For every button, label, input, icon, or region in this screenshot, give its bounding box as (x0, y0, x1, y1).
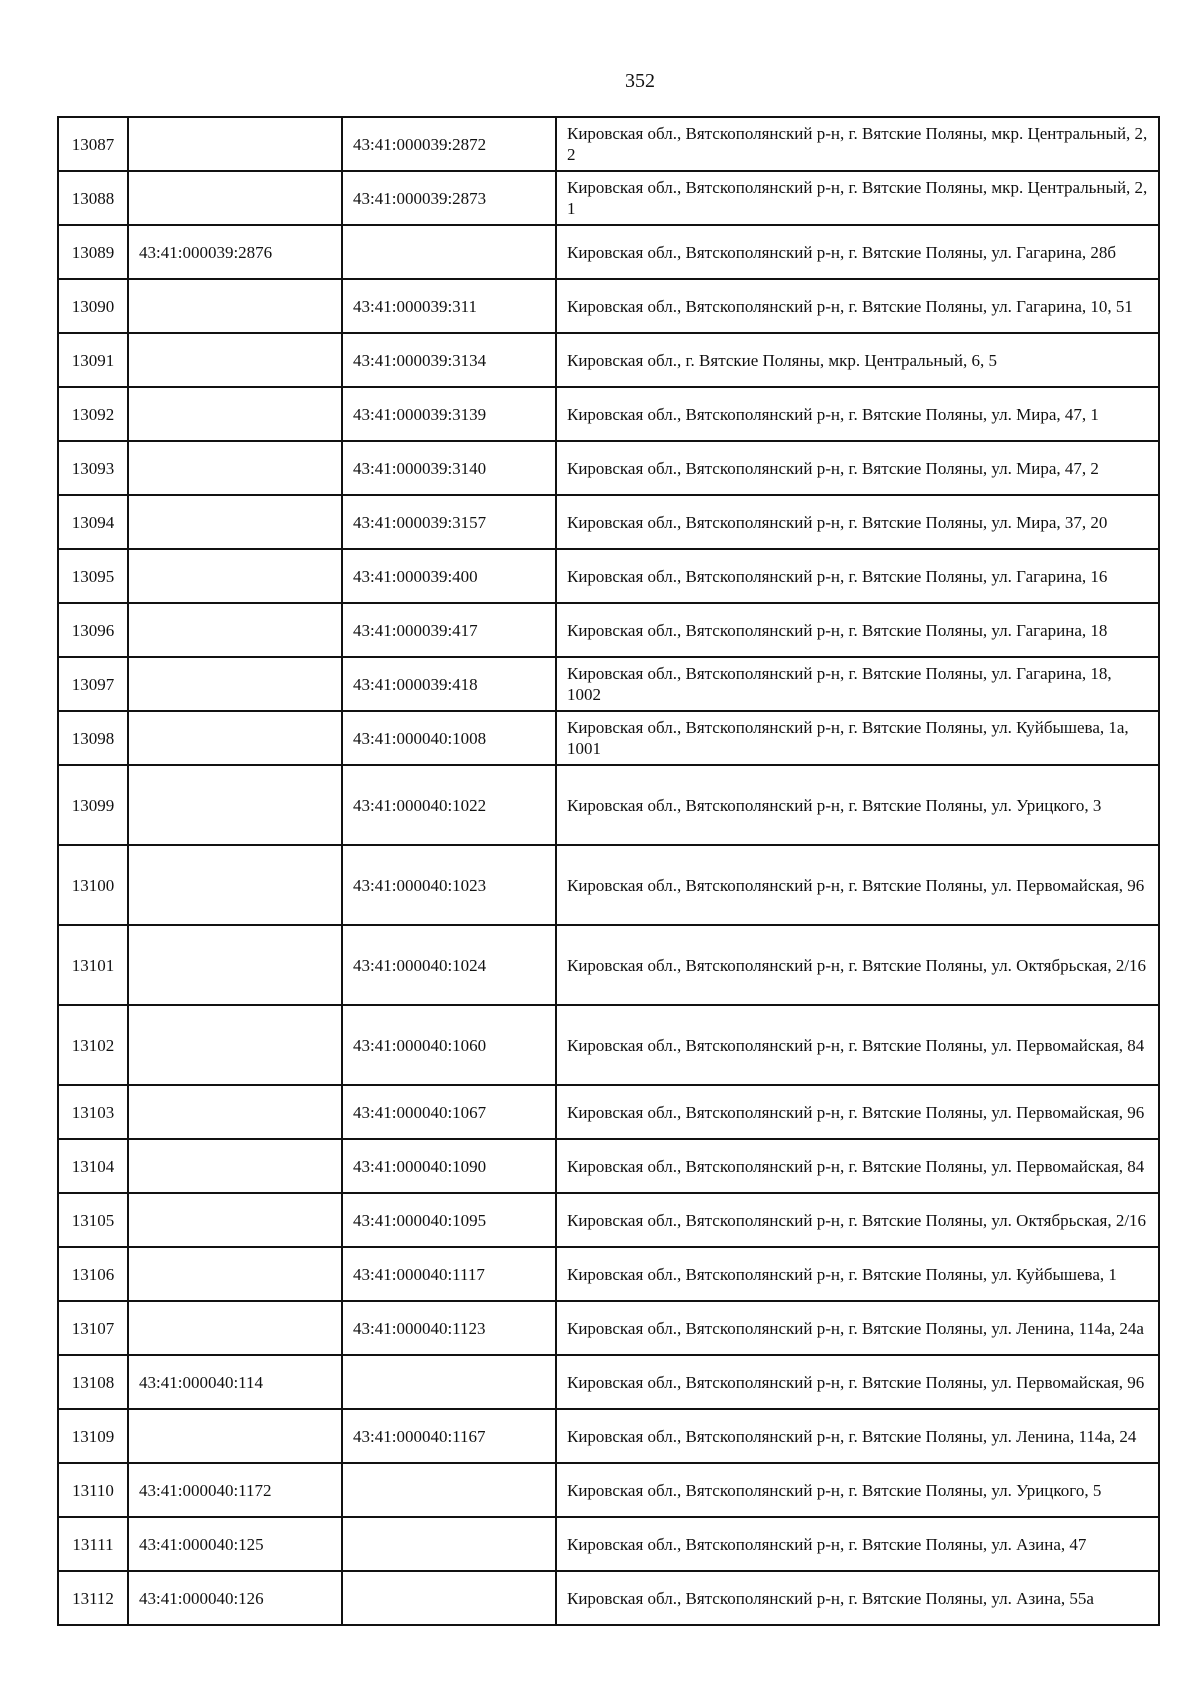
cadastral-number-1 (128, 1409, 342, 1463)
cadastral-number-1 (128, 765, 342, 845)
address: Кировская обл., Вятскополянский р-н, г. Вятские Поляны, ул. Мира, 47, 1 (556, 387, 1159, 441)
row-number: 13096 (58, 603, 128, 657)
row-number: 13104 (58, 1139, 128, 1193)
row-number: 13089 (58, 225, 128, 279)
row-number: 13102 (58, 1005, 128, 1085)
cadastral-number-2 (342, 1355, 556, 1409)
table-row (58, 1301, 1159, 1355)
cadastral-number-1 (128, 117, 342, 171)
cadastral-number-2: 43:41:000039:400 (342, 549, 556, 603)
cadastral-number-2 (342, 1571, 556, 1625)
row-number: 13103 (58, 1085, 128, 1139)
table-row (58, 1355, 1159, 1409)
row-number: 13108 (58, 1355, 128, 1409)
cadastral-number-1 (128, 1005, 342, 1085)
cadastral-number-1 (128, 279, 342, 333)
table-row (58, 1085, 1159, 1139)
address: Кировская обл., Вятскополянский р-н, г. Вятские Поляны, ул. Азина, 55а (556, 1571, 1159, 1625)
table-row (58, 495, 1159, 549)
table-row (58, 657, 1159, 711)
table-row (58, 1005, 1159, 1085)
cadastral-number-1 (128, 1193, 342, 1247)
cadastral-number-1 (128, 387, 342, 441)
cadastral-number-2 (342, 225, 556, 279)
address: Кировская обл., Вятскополянский р-н, г. Вятские Поляны, ул. Первомайская, 84 (556, 1139, 1159, 1193)
cadastral-number-2: 43:41:000040:1023 (342, 845, 556, 925)
cadastral-number-1 (128, 171, 342, 225)
table-row (58, 225, 1159, 279)
address: Кировская обл., Вятскополянский р-н, г. Вятские Поляны, ул. Куйбышева, 1а, 1001 (556, 711, 1159, 765)
address: Кировская обл., Вятскополянский р-н, г. Вятские Поляны, мкр. Центральный, 2, 2 (556, 117, 1159, 171)
cadastral-number-1 (128, 711, 342, 765)
table-row (58, 1247, 1159, 1301)
cadastral-number-1: 43:41:000040:114 (128, 1355, 342, 1409)
row-number: 13097 (58, 657, 128, 711)
page-number: 352 (625, 70, 655, 92)
address: Кировская обл., г. Вятские Поляны, мкр. Центральный, 6, 5 (556, 333, 1159, 387)
table-row (58, 925, 1159, 1005)
table-row (58, 1193, 1159, 1247)
table-row (58, 117, 1159, 171)
table-row (58, 1139, 1159, 1193)
row-number: 13099 (58, 765, 128, 845)
table-row (58, 171, 1159, 225)
cadastral-number-1 (128, 1247, 342, 1301)
table-row (58, 333, 1159, 387)
row-number: 13094 (58, 495, 128, 549)
cadastral-number-1 (128, 1085, 342, 1139)
table-row (58, 387, 1159, 441)
address: Кировская обл., Вятскополянский р-н, г. Вятские Поляны, ул. Гагарина, 18, 1002 (556, 657, 1159, 711)
cadastral-number-1 (128, 1301, 342, 1355)
address: Кировская обл., Вятскополянский р-н, г. Вятские Поляны, ул. Гагарина, 10, 51 (556, 279, 1159, 333)
cadastral-number-2: 43:41:000039:2873 (342, 171, 556, 225)
cadastral-number-2: 43:41:000039:417 (342, 603, 556, 657)
cadastral-number-1: 43:41:000040:126 (128, 1571, 342, 1625)
table-row (58, 1571, 1159, 1625)
row-number: 13112 (58, 1571, 128, 1625)
address: Кировская обл., Вятскополянский р-н, г. Вятские Поляны, ул. Ленина, 114а, 24а (556, 1301, 1159, 1355)
table-row (58, 711, 1159, 765)
address: Кировская обл., Вятскополянский р-н, г. Вятские Поляны, ул. Мира, 47, 2 (556, 441, 1159, 495)
address: Кировская обл., Вятскополянский р-н, г. Вятские Поляны, ул. Первомайская, 84 (556, 1005, 1159, 1085)
address: Кировская обл., Вятскополянский р-н, г. Вятские Поляны, ул. Куйбышева, 1 (556, 1247, 1159, 1301)
table-row (58, 603, 1159, 657)
row-number: 13109 (58, 1409, 128, 1463)
table-row (58, 1463, 1159, 1517)
row-number: 13107 (58, 1301, 128, 1355)
cadastral-number-1 (128, 549, 342, 603)
cadastral-number-1: 43:41:000040:1172 (128, 1463, 342, 1517)
address: Кировская обл., Вятскополянский р-н, г. Вятские Поляны, ул. Первомайская, 96 (556, 845, 1159, 925)
address: Кировская обл., Вятскополянский р-н, г. Вятские Поляны, ул. Первомайская, 96 (556, 1355, 1159, 1409)
row-number: 13087 (58, 117, 128, 171)
cadastral-number-2: 43:41:000039:2872 (342, 117, 556, 171)
row-number: 13088 (58, 171, 128, 225)
table-row (58, 765, 1159, 845)
cadastral-number-2: 43:41:000039:3134 (342, 333, 556, 387)
row-number: 13101 (58, 925, 128, 1005)
address: Кировская обл., Вятскополянский р-н, г. Вятские Поляны, ул. Гагарина, 18 (556, 603, 1159, 657)
address: Кировская обл., Вятскополянский р-н, г. Вятские Поляны, ул. Азина, 47 (556, 1517, 1159, 1571)
cadastral-number-1 (128, 333, 342, 387)
row-number: 13093 (58, 441, 128, 495)
cadastral-number-2: 43:41:000039:418 (342, 657, 556, 711)
address: Кировская обл., Вятскополянский р-н, г. Вятские Поляны, ул. Первомайская, 96 (556, 1085, 1159, 1139)
registry-table (57, 116, 1160, 1626)
cadastral-number-2: 43:41:000040:1123 (342, 1301, 556, 1355)
table-row (58, 549, 1159, 603)
cadastral-number-1 (128, 495, 342, 549)
address: Кировская обл., Вятскополянский р-н, г. Вятские Поляны, ул. Октябрьская, 2/16 (556, 925, 1159, 1005)
cadastral-number-2: 43:41:000040:1024 (342, 925, 556, 1005)
address: Кировская обл., Вятскополянский р-н, г. Вятские Поляны, ул. Ленина, 114а, 24 (556, 1409, 1159, 1463)
row-number: 13098 (58, 711, 128, 765)
row-number: 13100 (58, 845, 128, 925)
row-number: 13095 (58, 549, 128, 603)
table-row (58, 845, 1159, 925)
row-number: 13105 (58, 1193, 128, 1247)
cadastral-number-2 (342, 1463, 556, 1517)
cadastral-number-1 (128, 925, 342, 1005)
address: Кировская обл., Вятскополянский р-н, г. Вятские Поляны, ул. Мира, 37, 20 (556, 495, 1159, 549)
table-body (58, 117, 1159, 1625)
cadastral-number-2: 43:41:000040:1090 (342, 1139, 556, 1193)
cadastral-number-1 (128, 845, 342, 925)
address: Кировская обл., Вятскополянский р-н, г. Вятские Поляны, ул. Урицкого, 3 (556, 765, 1159, 845)
cadastral-number-2: 43:41:000039:3157 (342, 495, 556, 549)
cadastral-number-2: 43:41:000040:1117 (342, 1247, 556, 1301)
address: Кировская обл., Вятскополянский р-н, г. Вятские Поляны, ул. Гагарина, 16 (556, 549, 1159, 603)
cadastral-number-2: 43:41:000039:3140 (342, 441, 556, 495)
cadastral-number-1 (128, 603, 342, 657)
cadastral-number-2: 43:41:000040:1067 (342, 1085, 556, 1139)
cadastral-number-2: 43:41:000040:1022 (342, 765, 556, 845)
cadastral-number-2: 43:41:000040:1167 (342, 1409, 556, 1463)
cadastral-number-2: 43:41:000040:1095 (342, 1193, 556, 1247)
cadastral-number-2 (342, 1517, 556, 1571)
cadastral-number-2: 43:41:000040:1008 (342, 711, 556, 765)
row-number: 13091 (58, 333, 128, 387)
table-row (58, 1409, 1159, 1463)
row-number: 13110 (58, 1463, 128, 1517)
address: Кировская обл., Вятскополянский р-н, г. Вятские Поляны, мкр. Центральный, 2, 1 (556, 171, 1159, 225)
row-number: 13092 (58, 387, 128, 441)
row-number: 13106 (58, 1247, 128, 1301)
address: Кировская обл., Вятскополянский р-н, г. Вятские Поляны, ул. Урицкого, 5 (556, 1463, 1159, 1517)
cadastral-number-1 (128, 657, 342, 711)
cadastral-number-2: 43:41:000040:1060 (342, 1005, 556, 1085)
cadastral-number-1 (128, 1139, 342, 1193)
row-number: 13090 (58, 279, 128, 333)
table-row (58, 1517, 1159, 1571)
cadastral-number-1 (128, 441, 342, 495)
table-row (58, 441, 1159, 495)
address: Кировская обл., Вятскополянский р-н, г. Вятские Поляны, ул. Гагарина, 28б (556, 225, 1159, 279)
cadastral-number-2: 43:41:000039:3139 (342, 387, 556, 441)
address: Кировская обл., Вятскополянский р-н, г. Вятские Поляны, ул. Октябрьская, 2/16 (556, 1193, 1159, 1247)
row-number: 13111 (58, 1517, 128, 1571)
cadastral-number-2: 43:41:000039:311 (342, 279, 556, 333)
cadastral-number-1: 43:41:000040:125 (128, 1517, 342, 1571)
table-row (58, 279, 1159, 333)
cadastral-number-1: 43:41:000039:2876 (128, 225, 342, 279)
